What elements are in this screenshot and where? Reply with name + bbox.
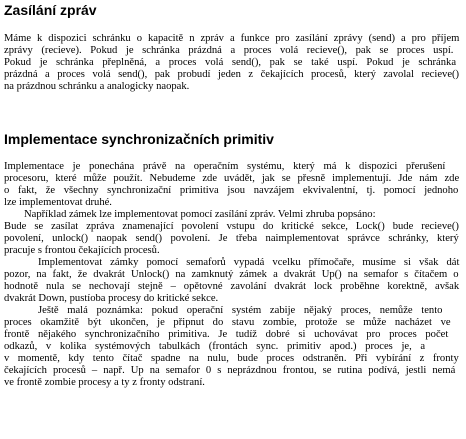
text-line: Bude se zasílat zpráva znamenající povolení vstupu do kritické sekce, Lock() bude recieve() <box>4 221 459 232</box>
text-line: na prázdnou schránku a analogicky naopak. <box>4 81 190 92</box>
text-line: zprávy (recieve). Pokud je schránka prázdná a proces volá recieve(), pak se proces uspí. <box>4 45 454 56</box>
text-line: v momentě, kdy tento čítač spadne na nulu, bude proces odstraněn. Při vybírání z fronty <box>4 353 459 364</box>
section-heading-zasilani-zprav: Zasílání zpráv <box>4 2 97 18</box>
text-line: ve frontě zombie procesy a ty z fronty odstraní. <box>4 377 205 388</box>
text-line: proces okamžitě být ukončen, je připnut do stavu zombie, protože se může nacházet ve <box>4 317 451 328</box>
text-line: procesoru, které může použít. Nebudeme zde uvádět, jak se přesně implementují. Jde nám zde <box>4 173 460 184</box>
text-line: čekajících procesů – např. Up na semafor 0 s neprázdnou frontou, se rutina podívá, jestli nemá <box>4 365 456 376</box>
text-line: Implementace je ponechána právě na operačním systému, který má k dispozici přerušení <box>4 161 446 172</box>
text-line: pracuje s frontou čekajících procesů. <box>4 245 160 256</box>
text-line: o fakt, že všechny synchronizační primitiva jsou navzájem ekvivalentní, tj. pomocí jednoho <box>4 185 459 196</box>
text-line: dvakrát Down, pustíoba procesy do kritické sekce. <box>4 293 219 304</box>
text-line: Máme k dispozici schránku o kapacitě n zpráv a funkce pro zasílání zprávy (send) a pro příjem <box>4 33 460 44</box>
text-line: povolení, unlock() naopak send() povolení. Je třeba naimplementovat správce schránky, který <box>4 233 459 244</box>
text-line: frontě nějakého synchronizačního primitiva. Je tudíž dobré si uchovávat pro proces počet <box>4 329 449 340</box>
text-line: Implementovat zámky pomocí semaforů vypadá vcelku přímočaře, musíme si však dát <box>38 257 460 268</box>
text-line: prázdná a proces volá send(), pak probudí jeden z čekajících procesů, který zavolal recieve() <box>4 69 460 80</box>
text-line: Například zámek lze implementovat pomocí zasílání zpráv. Velmi zhruba popsáno: <box>24 209 376 220</box>
text-line: odkazů, v kolika systémových tabulkách (frontách sync. primitiv apod.) proces je, a <box>4 341 426 352</box>
text-line: hodnotě nula se nechovají stejně – opětovné zavolání dvakrát lock proběhne korektně, avšak <box>4 281 460 292</box>
text-line: lze implementovat druhé. <box>4 197 112 208</box>
text-line: pozor, na fakt, že dvakrát Unlock() na zamknutý zámek a dvakrát Up() na semafor s čítačem o <box>4 269 459 280</box>
section-heading-implementace: Implementace synchronizačních primitiv <box>4 131 274 147</box>
text-line: Pokud je schránka přeplněná, a proces volá send(), pak se také uspí. Pokud je schránka <box>4 57 457 68</box>
text-line: Ještě malá poznámka: pokud operační systém zabije nějaký proces, nemůže tento <box>38 305 443 316</box>
